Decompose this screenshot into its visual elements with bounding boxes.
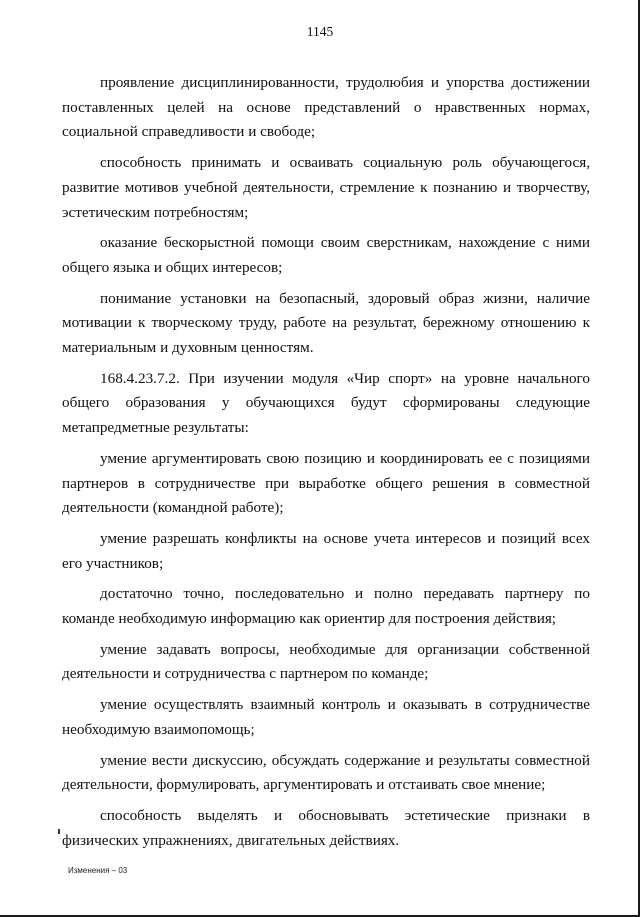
paragraph: способность принимать и осваивать социальную роль обучающегося, развитие мотивов учебной деятельности, стремление к познанию и творчеству, эстетическим потребностям;: [62, 154, 590, 221]
paragraph: способность выделять и обосновывать эстетические признаки в физических упражнениях, двигательных действиях.: [62, 806, 590, 849]
paragraph: достаточно точно, последовательно и полно передавать партнеру по команде необходимую информацию как ориентир для построения действия;: [62, 585, 590, 628]
document-body: [62, 71, 590, 859]
revision-footer: Изменения – 03: [68, 866, 128, 875]
paragraph: проявление дисциплинированности, трудолюбия и упорства достижении поставленных целей на основе представлений о нравственных нормах, социальной справедливости и свободе;: [62, 74, 590, 141]
paragraph: умение вести дискуссию, обсуждать содержание и результаты совместной деятельности, формулировать, аргументировать и отстаивать свое мнение;: [62, 751, 590, 794]
paragraph: умение осуществлять взаимный контроль и оказывать в сотрудничестве необходимую взаимопомощь;: [62, 696, 590, 738]
paragraph: умение задавать вопросы, необходимые для организации собственной деятельности и сотрудничества с партнером по команде;: [62, 640, 590, 683]
paragraph: оказание бескорыстной помощи своим сверстникам, нахождение с ними общего языка и общих интересов;: [62, 234, 590, 276]
margin-mark: [58, 829, 60, 834]
paragraph: умение аргументировать свою позицию и координировать ее с позициями партнеров в сотрудничестве при выработке общего решения в совместной деятельности (командной работе);: [62, 449, 590, 517]
paragraph: умение разрешать конфликты на основе учета интересов и позиций всех его участников;: [62, 529, 590, 572]
section-paragraph: 168.4.23.7.2. При изучении модуля «Чир спорт» на уровне начального общего образования у обучающихся будут сформированы следующие метапредметные результаты:: [62, 369, 590, 437]
page-number: 1145: [306, 24, 334, 39]
paragraph: понимание установки на безопасный, здоровый образ жизни, наличие мотивации к творческому труду, работе на результат, бережному отношению к материальным и духовным ценностям.: [62, 289, 590, 357]
